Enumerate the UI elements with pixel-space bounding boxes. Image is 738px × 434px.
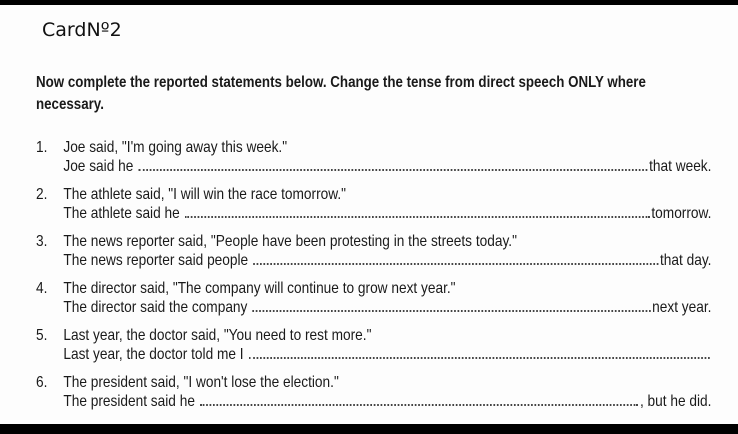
reported-lead: Joe said he <box>63 158 134 175</box>
direct-speech: Joe said, "I'm going away this week." <box>63 139 288 156</box>
direct-speech: The athlete said, "I will win the race tomorrow." <box>63 186 347 203</box>
reported-tail: that week. <box>649 158 712 175</box>
answer-blank[interactable] <box>200 403 638 406</box>
direct-speech: Last year, the doctor said, "You need to rest more." <box>63 327 372 344</box>
answer-blank[interactable] <box>185 215 650 218</box>
direct-speech: The president said, "I won't lose the election." <box>63 374 339 391</box>
exercise-item-6 <box>36 373 711 411</box>
reported-tail: tomorrow. <box>651 205 712 222</box>
direct-speech: The director said, "The company will continue to grow next year." <box>63 280 456 297</box>
exercise-item-3 <box>36 232 711 270</box>
answer-blank[interactable] <box>253 309 651 312</box>
answer-blank[interactable] <box>253 262 658 265</box>
direct-speech: The news reporter said, "People have been protesting in the streets today." <box>63 233 517 250</box>
reported-tail: , but he did. <box>639 393 712 410</box>
instruction-text: Now complete the reported statements below. Change the tense from direct speech ONLY where necessary. <box>36 74 646 113</box>
exercise-item-4 <box>36 279 711 317</box>
exercise-item-2 <box>36 185 711 223</box>
answer-blank[interactable] <box>249 356 710 359</box>
card-title: CardNº2 <box>42 19 122 41</box>
item-number: 4. <box>36 280 48 297</box>
bottom-border <box>0 424 738 434</box>
item-number: 1. <box>36 139 48 156</box>
item-number: 5. <box>36 327 48 344</box>
reported-tail: that day. <box>659 252 712 269</box>
item-number: 6. <box>36 374 48 391</box>
worksheet-card <box>0 5 738 424</box>
item-number: 3. <box>36 233 48 250</box>
reported-lead: The news reporter said people <box>63 252 249 269</box>
exercise-item-1 <box>36 138 711 176</box>
answer-blank[interactable] <box>138 168 647 171</box>
item-number: 2. <box>36 186 48 203</box>
reported-lead: The director said the company <box>63 299 248 316</box>
reported-tail: next year. <box>652 299 712 316</box>
reported-lead: The athlete said he <box>63 205 180 222</box>
reported-lead: The president said he <box>63 393 195 410</box>
exercise-item-5 <box>36 326 711 364</box>
reported-lead: Last year, the doctor told me I <box>63 346 244 363</box>
